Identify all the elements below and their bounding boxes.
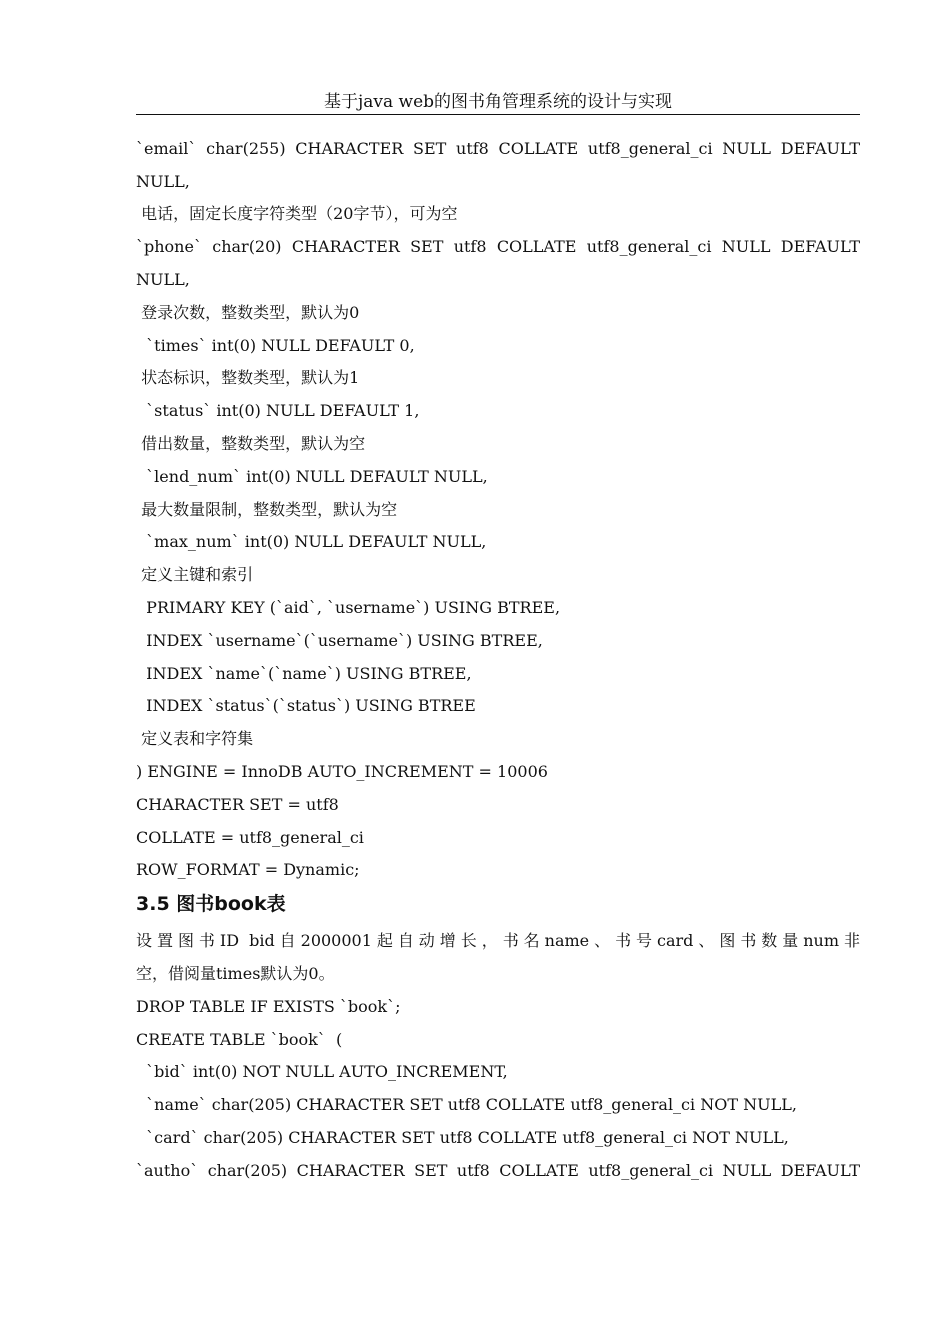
code-line-collate: COLLATE = utf8_general_ci — [136, 828, 364, 847]
code-line-times: `times` int(0) NULL DEFAULT 0, — [136, 336, 415, 355]
code-line-primary-key: PRIMARY KEY (`aid`, `username`) USING BTREE, — [136, 598, 561, 617]
body-paragraph-line-1: 设置图书ID bid自2000001起自动增长，书名name、书号card、图书数量num非 — [136, 931, 860, 950]
comment-status: 状态标识，整数类型，默认为1 — [136, 368, 360, 387]
code-line-row-format: ROW_FORMAT = Dynamic; — [136, 860, 360, 879]
code-line-index-status: INDEX `status`(`status`) USING BTREE — [136, 696, 476, 715]
code-line-email: `email` char(255) CHARACTER SET utf8 COLLATE utf8_general_ci NULL DEFAULT — [136, 139, 860, 158]
comment-max-num: 最大数量限制，整数类型，默认为空 — [136, 500, 398, 519]
comment-phone: 电话，固定长度字符类型（20字节），可为空 — [136, 204, 458, 223]
comment-table-charset: 定义表和字符集 — [136, 729, 254, 748]
code-line-bid: `bid` int(0) NOT NULL AUTO_INCREMENT, — [136, 1062, 508, 1081]
code-line-index-username: INDEX `username`(`username`) USING BTREE, — [136, 631, 543, 650]
code-line-charset: CHARACTER SET = utf8 — [136, 795, 339, 814]
body-paragraph-line-2: 空，借阅量times默认为0。 — [136, 964, 335, 983]
code-line-status: `status` int(0) NULL DEFAULT 1, — [136, 401, 420, 420]
code-line-email-cont: NULL, — [136, 172, 190, 191]
comment-keys: 定义主键和索引 — [136, 565, 254, 584]
section-heading: 3.5 图书book表 — [136, 893, 286, 915]
code-line-max-num: `max_num` int(0) NULL DEFAULT NULL, — [136, 532, 487, 551]
code-line-card: `card` char(205) CHARACTER SET utf8 COLLATE utf8_general_ci NOT NULL, — [136, 1128, 789, 1147]
code-line-engine: ) ENGINE = InnoDB AUTO_INCREMENT = 10006 — [136, 762, 548, 781]
code-line-drop-table: DROP TABLE IF EXISTS `book`; — [136, 997, 401, 1016]
code-line-lend-num: `lend_num` int(0) NULL DEFAULT NULL, — [136, 467, 488, 486]
comment-times: 登录次数，整数类型，默认为0 — [136, 303, 360, 322]
code-line-phone: `phone` char(20) CHARACTER SET utf8 COLLATE utf8_general_ci NULL DEFAULT — [136, 237, 860, 256]
code-line-autho: `autho` char(205) CHARACTER SET utf8 COLLATE utf8_general_ci NULL DEFAULT — [136, 1161, 860, 1180]
comment-lend-num: 借出数量，整数类型，默认为空 — [136, 434, 366, 453]
code-line-name: `name` char(205) CHARACTER SET utf8 COLLATE utf8_general_ci NOT NULL, — [136, 1095, 797, 1114]
code-line-create-table: CREATE TABLE `book` ( — [136, 1030, 343, 1049]
code-line-index-name: INDEX `name`(`name`) USING BTREE, — [136, 664, 472, 683]
code-line-phone-cont: NULL, — [136, 270, 190, 289]
page-header: 基于java web的图书角管理系统的设计与实现 — [136, 90, 860, 115]
